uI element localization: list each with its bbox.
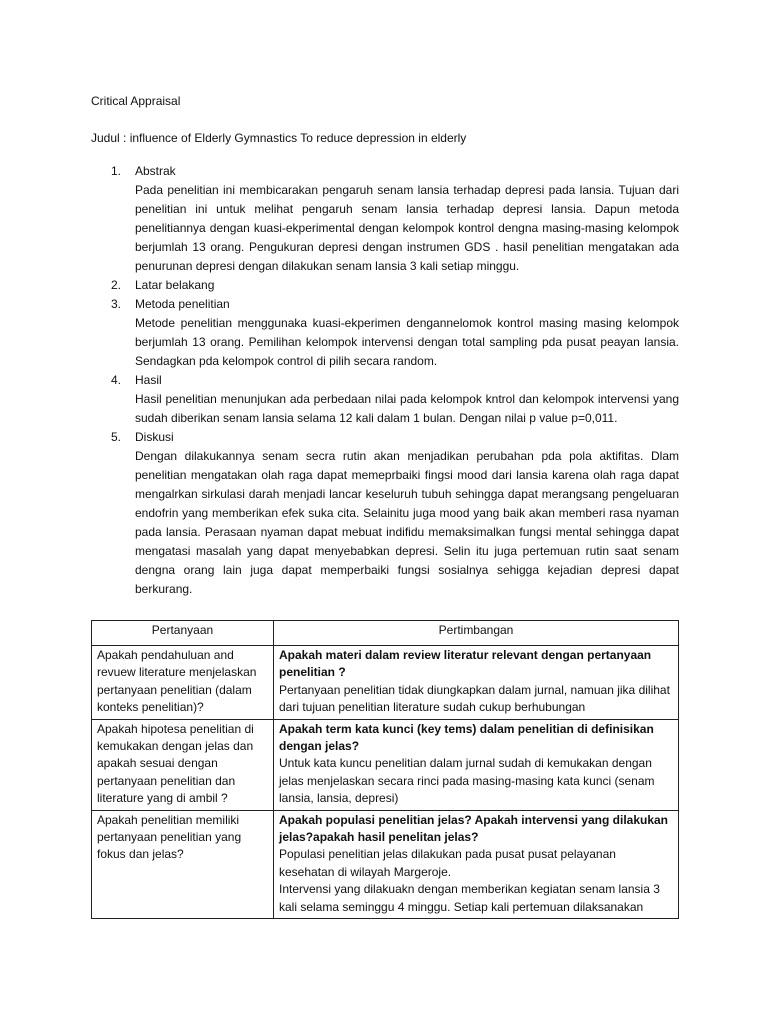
- consideration-answer: Populasi penelitian jelas dilakukan pada pusat pusat pelayanan kesehatan di wilayah Margeroje.: [279, 847, 616, 879]
- document-body: [91, 92, 679, 599]
- section-heading: Metoda penelitian: [135, 297, 230, 311]
- table-header-row: [92, 621, 679, 646]
- section-text: Hasil penelitian menunjukan ada perbedaan nilai pada kelompok kntrol dan kelompok intervensi yang sudah diberikan senam lansia selama 12 kali dalam 1 bulan. Dengan nilai p value p=0,011.: [135, 392, 679, 425]
- section-item-diskusi: [91, 428, 679, 599]
- header-pertanyaan: Pertanyaan: [92, 621, 274, 646]
- header-pertimbangan: Pertimbangan: [274, 621, 679, 646]
- question-cell: Apakah pendahuluan and revuew literature menjelaskan pertanyaan penelitian (dalam konteks penelitian)?: [92, 646, 274, 720]
- section-number: 4.: [111, 373, 122, 387]
- section-number: 1.: [111, 164, 122, 178]
- section-heading: Abstrak: [135, 164, 176, 178]
- section-text: Dengan dilakukannya senam secra rutin akan menjadikan perubahan pda pola aktifitas. Dlam penelitian mengatakan olah raga dapat memeprbaiki fingsi mood dari lansia karena olah raga dapat mengalrkan sirkulasi darah menjadi lancar keseluruh tubuh sehingga dapat merangsang pengeluaran endofrin yang memberikan efek suka cita. Selainitu juga mood yang baik akan memberi rasa nyaman pada lansia. Perasaan nyaman dapat mebuat indifidu memaksimalkan fungsi mental sehingga dapat mengatasi masalah yang dapat menyebabkan depresi. Selin itu juga pertemuan rutin saat senam dengna orang lain juga dapat memperbaiki fungsi sosialnya sehigga kejadian depresi dapat berkurang.: [135, 449, 679, 596]
- consideration-answer: Pertanyaan penelitian tidak diungkapkan dalam jurnal, namuan jika dilihat dari tujuan penelitian literature sudah cukup berhubungan: [279, 682, 670, 715]
- consideration-answer: Untuk kata kuncu penelitian dalam jurnal sudah di kemukakan dengan jelas menjelaskan secara rinci pada masing-masing kata kunci (senam lansia, lansia, depresi): [279, 756, 655, 806]
- consideration-prompt: Apakah materi dalam review literatur relevant dengan pertanyaan penelitian ?: [279, 648, 652, 680]
- section-number: 3.: [111, 297, 122, 311]
- section-list: [91, 162, 679, 599]
- consideration-cell: [274, 810, 679, 918]
- section-heading: Hasil: [135, 373, 162, 387]
- consideration-cell: [274, 646, 679, 720]
- table-row: [92, 719, 679, 810]
- section-item-abstrak: [91, 162, 679, 276]
- appraisal-table: [91, 620, 679, 919]
- section-item-latar-belakang: [91, 276, 679, 295]
- question-cell: Apakah penelitian memiliki pertanyaan penelitian yang fokus dan jelas?: [92, 810, 274, 918]
- section-heading: Latar belakang: [135, 278, 215, 292]
- table-row: [92, 810, 679, 918]
- section-number: 5.: [111, 430, 122, 444]
- consideration-prompt: Apakah populasi penelitian jelas? Apakah intervensi yang dilakukan jelas?apakah hasil penelitan jelas?: [279, 812, 669, 845]
- document-judul: Judul : influence of Elderly Gymnastics To reduce depression in elderly: [91, 131, 467, 145]
- table-row: [92, 646, 679, 720]
- section-text: Metode penelitian menggunaka kuasi-ekperimen dengannelomok kontrol masing masing kelompok berjumlah 13 orang. Pemilihan kelompok intervensi dengan total sampling pda pusat peayan lansia. Sendagkan pda kelompok control di pilih secara random.: [135, 316, 679, 368]
- consideration-prompt: Apakah term kata kunci (key tems) dalam penelitian di definisikan dengan jelas?: [279, 721, 654, 754]
- section-item-metoda: [91, 295, 679, 371]
- consideration-answer: Intervensi yang dilakuakn dengan memberikan kegiatan senam lansia 3 kali selama seminggu 4 minggu. Setiap kali pertemuan dilaksanakan: [279, 882, 660, 914]
- section-heading: Diskusi: [135, 430, 174, 444]
- section-item-hasil: [91, 371, 679, 428]
- section-number: 2.: [111, 278, 122, 292]
- consideration-cell: [274, 719, 679, 810]
- section-text: Pada penelitian ini membicarakan pengaruh senam lansia terhadap depresi pada lansia. Tujuan dari penelitian ini untuk melihat pengaruh senam lansia terhadap depresi lansia. Dapun metoda penelitiannya dengan kuasi-ekperimental dengan kelompok kontrol dengna masing-masing kelompok berjumlah 13 orang. Pengukuran depresi dengan instrumen GDS . hasil penelitian mengatakan ada penurunan depresi dengan dilakukan senam lansia 3 kali setiap minggu.: [135, 183, 679, 273]
- document-title: Critical Appraisal: [91, 94, 181, 108]
- question-cell: Apakah hipotesa penelitian di kemukakan dengan jelas dan apakah sesuai dengan pertanyaan penelitian dan literature yang di ambil ?: [92, 719, 274, 810]
